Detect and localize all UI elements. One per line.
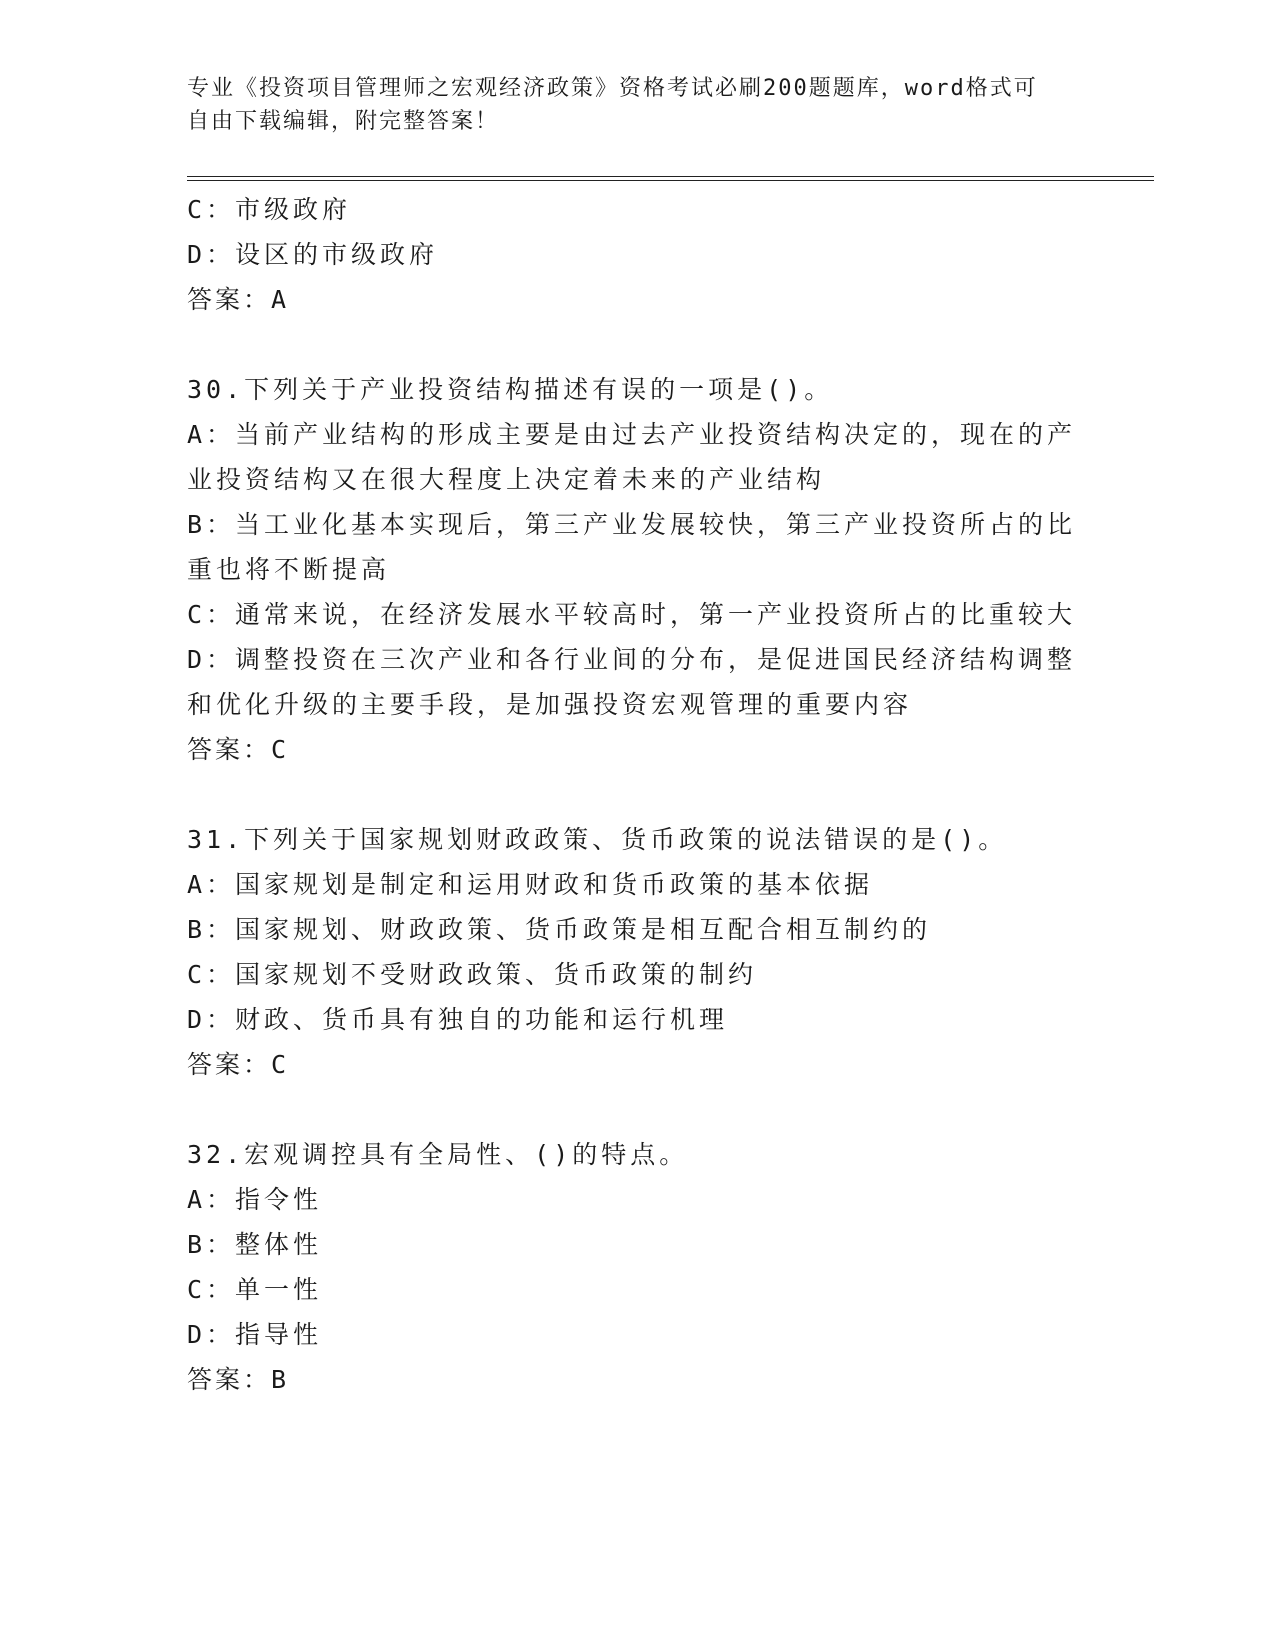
option-c: C：单一性 (187, 1275, 323, 1304)
option-d: D：设区的市级政府 (187, 240, 439, 269)
option-d: D：财政、货币具有独自的功能和运行机理 (187, 1005, 729, 1034)
option-b: B：整体性 (187, 1230, 323, 1259)
document-body (187, 187, 1087, 1402)
option-b: B：国家规划、财政政策、货币政策是相互配合相互制约的 (187, 915, 932, 944)
answer-value: C (271, 735, 290, 764)
header-title-line-2: 自由下载编辑，附完整答案！ (187, 109, 500, 134)
option-b: B：当工业化基本实现后，第三产业发展较快，第三产业投资所占的比 (187, 510, 1077, 539)
answer-label: 答案： (187, 1050, 272, 1079)
question-30 (187, 367, 1087, 772)
answer-label: 答案： (187, 285, 272, 314)
answer-line (187, 1357, 1087, 1402)
option-d-continued: 和优化升级的主要手段，是加强投资宏观管理的重要内容 (187, 690, 913, 719)
option-b-continued: 重也将不断提高 (187, 555, 391, 584)
answer-value: A (271, 285, 290, 314)
answer-label: 答案： (187, 735, 272, 764)
option-d: D：指导性 (187, 1320, 323, 1349)
option-c: C：通常来说，在经济发展水平较高时，第一产业投资所占的比重较大 (187, 600, 1077, 629)
question-stem: 32.宏观调控具有全局性、()的特点。 (187, 1140, 689, 1169)
option-a: A：指令性 (187, 1185, 323, 1214)
question-32 (187, 1132, 1087, 1402)
header-divider (187, 176, 1154, 181)
question-stem: 31.下列关于国家规划财政政策、货币政策的说法错误的是()。 (187, 825, 1008, 854)
answer-value: C (271, 1050, 290, 1079)
option-c: C：市级政府 (187, 195, 352, 224)
option-c: C：国家规划不受财政政策、货币政策的制约 (187, 960, 758, 989)
answer-value: B (271, 1365, 290, 1394)
option-d: D：调整投资在三次产业和各行业间的分布，是促进国民经济结构调整 (187, 645, 1077, 674)
answer-line (187, 727, 1087, 772)
answer-label: 答案： (187, 1365, 272, 1394)
question-stem: 30.下列关于产业投资结构描述有误的一项是()。 (187, 375, 834, 404)
option-a: A：当前产业结构的形成主要是由过去产业投资结构决定的，现在的产 (187, 420, 1077, 449)
question-31 (187, 817, 1087, 1087)
option-a-continued: 业投资结构又在很大程度上决定着未来的产业结构 (187, 465, 826, 494)
answer-line (187, 277, 1087, 322)
answer-line (187, 1042, 1087, 1087)
option-a: A：国家规划是制定和运用财政和货币政策的基本依据 (187, 870, 874, 899)
question-fragment (187, 187, 1087, 322)
header-title-line-1: 专业《投资项目管理师之宏观经济政策》资格考试必刷200题题库，word格式可 (187, 76, 1038, 101)
page-header (187, 72, 1067, 138)
